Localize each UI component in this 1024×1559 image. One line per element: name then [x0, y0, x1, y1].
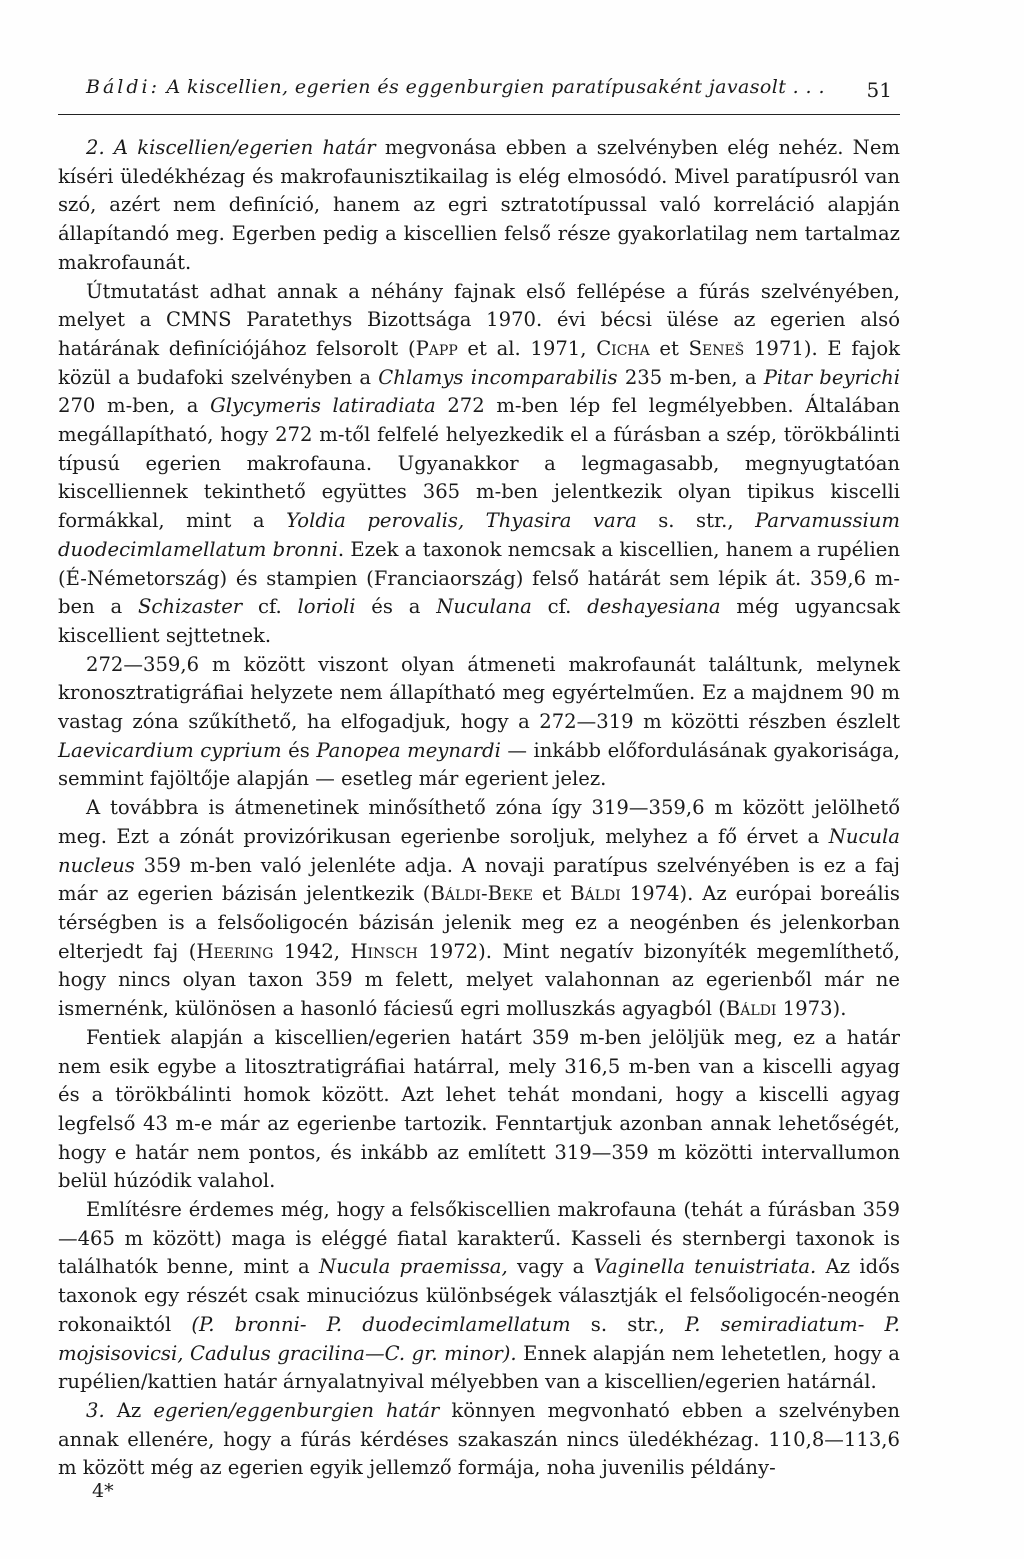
printer-signature: 4*: [92, 1480, 114, 1502]
author-name: Báldi-Beke: [430, 882, 533, 906]
author-name: Báldi: [725, 997, 777, 1021]
text-run: Az: [104, 1398, 154, 1422]
paragraph: [58, 651, 900, 795]
section-number: 3.: [86, 1398, 105, 1422]
text-run: 235 m-ben, a: [617, 365, 764, 389]
author-name: Papp: [415, 336, 458, 360]
text-run: Ennek alapján nem lehetetlen, hogy a rupélien/kattien határ árnyalatnyival mélyebben van a kiscellien/egerien határnál.: [58, 1341, 900, 1394]
text-run: Útmutatást adhat annak a néhány fajnak első fellépése a fúrás szelvényében, melyet a CMNS Paratethys Bizottsága 1970. évi bécsi ülése az egerien alsó határának definíciójához felsorolt (: [58, 279, 900, 360]
header-title: [86, 76, 825, 98]
taxon-name: Glycymeris latiradiata: [210, 394, 436, 418]
page-number: 51: [866, 78, 892, 102]
taxon-name: Pitar beyrichi: [763, 365, 900, 389]
text-run: s. str.,: [636, 509, 756, 533]
text-run: et: [532, 882, 571, 906]
paragraph: [58, 1196, 900, 1397]
taxon-name: lorioli: [297, 595, 356, 619]
text-run: 1971). E fajok közül a budafoki szelvényben a: [58, 336, 901, 389]
taxon-name: Nucula nucleus: [58, 824, 900, 877]
text-run: és: [281, 738, 317, 762]
taxon-name: P. semiradiatum- P. mojsisovicsi, Cadulus gracilina—C. gr. minor).: [58, 1312, 900, 1365]
paragraph: Fentiek alapján a kiscellien/egerien határt 359 m-ben jelöljük meg, ez a határ nem esik egybe a litosztratigráfiai határral, mely 316,5 m-ben van a kiscelli agyag és a törökbálinti homok között. Azt lehet tehát mondani, hogy a kiscelli agyag legfelső 43 m-e már az egerienbe tartozik. Fenntartjuk azonban annak lehetőségét, hogy e határ nem pontos, és inkább az említett 319—359 m közötti intervallumon belül húzódik valahol.: [58, 1025, 900, 1193]
taxon-name: Chlamys incomparabilis: [378, 365, 618, 389]
taxon-name: Nucula praemissa,: [319, 1255, 508, 1279]
text-run: megvonása ebben a szelvényben elég nehéz. Nem kíséri üledékhézag és makrofaunisztikailag is elég elmosódó. Mivel paratípusról van szó, azért nem definíció, hanem az egri sztratotípussal való korreláció alapján állapítandó meg. Egerben pedig a kiscellien felső része gyakorlatilag nem tartalmaz makrofaunát.: [58, 136, 901, 274]
text-run: 1974). Az európai boreális térségben is a felsőoligocén bázisán jelenik meg ez a neogénben és jelenkorban elterjedt faj (: [58, 882, 900, 963]
taxon-name: Laevicardium cyprium: [58, 738, 282, 762]
text-run: . Ezek a taxonok nemcsak a kiscellien, hanem a rupélien (É-Németország) és stampien (Franciaország) felső határát sem lépik át. 359,6 m-ben a: [58, 537, 900, 619]
text-run: vagy a: [507, 1255, 594, 1279]
text-run: még ugyancsak kiscellient sejttetnek.: [58, 595, 900, 647]
taxon-name: (P. bronni- P. duodecimlamellatum: [191, 1312, 571, 1336]
text-run: könnyen megvonható ebben a szelvényben annak ellenére, hogy a fúrás kérdéses szakaszán nincs üledékhézag. 110,8—113,6 m között még az egerien egyik jellemző formája, noha juvenilis példány-: [58, 1398, 900, 1480]
text-run: 270 m-ben, a: [58, 394, 211, 418]
text-run: Említésre érdemes még, hogy a felsőkiscellien makrofauna (tehát a fúrásban 359—465 m között) maga is eléggé fiatal karakterű. Kasseli és sternbergi taxonok is találhatók benne, mint a: [58, 1198, 900, 1279]
text-run: et: [649, 336, 689, 360]
section-number: 2.: [86, 136, 105, 159]
text-run: cf.: [531, 595, 588, 619]
text-run: Az idős taxonok egy részét csak minuciózus különbségek választják el felsőoligocén-neogén rokonaiktól: [58, 1255, 900, 1336]
text-run: 1942,: [273, 939, 351, 963]
taxon-name: Nuculana: [436, 595, 532, 619]
paragraph: [58, 278, 900, 651]
paragraph: [58, 794, 900, 1024]
article-body: [58, 134, 900, 1483]
author-name: Hinsch: [350, 939, 418, 963]
text-run: s. str.,: [570, 1312, 686, 1336]
taxon-name: Vaginella tenuistriata.: [593, 1255, 817, 1279]
author-name: Seneš: [688, 336, 745, 360]
text-run: 272—359,6 m között viszont olyan átmeneti makrofaunát találtunk, melynek kronosztratigráfiai helyzete nem állapítható meg egyértelműen. Ez a majdnem 90 m vastag zóna szűkíthető, ha elfogadjuk, hogy a 272—319 m közötti részben észlelt: [58, 652, 900, 734]
paragraph-section-2: [58, 134, 900, 278]
author-name: Heering: [196, 939, 274, 963]
text-run: — inkább előfordulásának gyakorisága, semmint fajöltője alapján — esetleg már egerient jelez.: [58, 738, 900, 791]
text-run: 1973).: [776, 997, 847, 1021]
header-author: Báldi:: [86, 76, 161, 98]
text-run: A továbbra is átmenetinek minősíthető zóna így 319—359,6 m között jelölhető meg. Ezt a zónát provizórikusan egerienbe soroljuk, melyhez a fő érvet a: [58, 796, 900, 848]
text-run: et al. 1971,: [457, 336, 597, 360]
taxon-name: Schizaster: [138, 595, 243, 619]
text-run: 272 m-ben lép fel legmélyebben. Általában megállapítható, hogy 272 m-től felfelé helyezkedik el a fúrásban a szép, törökbálinti típusú egerien makrofauna. Ugyanakkor a legmagasabb, megnyugtatóan kiscelliennek tekinthető együttes 365 m-ben jelentkezik olyan tipikus kiscelli formákkal, mint a: [58, 394, 901, 533]
text-run: 1972). Mint negatív bizonyíték megemlíthető, hogy nincs olyan taxon 359 m felett, melyet valahonnan az egerienből már ne ismernénk, különösen a hasonló fáciesű egri molluszkás agyagból (: [58, 939, 900, 1021]
text-run: 359 m-ben való jelenléte adja. A novaji paratípus szelvényében is ez a faj már az egerien bázisán jelentkezik (: [58, 853, 900, 906]
section-heading: egerien/eggenburgien határ: [153, 1398, 440, 1422]
running-header: [58, 76, 900, 115]
author-name: Báldi: [570, 882, 621, 906]
text-run: és a: [355, 595, 437, 619]
section-heading: A kiscellien/egerien határ: [113, 136, 376, 159]
taxon-name: deshayesiana: [587, 595, 721, 619]
text-run: cf.: [242, 595, 298, 619]
author-name: Cicha: [596, 336, 650, 360]
header-article-title: A kiscellien, egerien és eggenburgien paratípusaként javasolt . . .: [166, 76, 825, 98]
paragraph-section-3: [58, 1397, 900, 1483]
taxon-name: Parvamussium duodecimlamellatum bronni: [58, 509, 900, 561]
taxon-name: Yoldia perovalis, Thyasira vara: [286, 509, 637, 533]
taxon-name: Panopea meynardi: [316, 738, 501, 762]
